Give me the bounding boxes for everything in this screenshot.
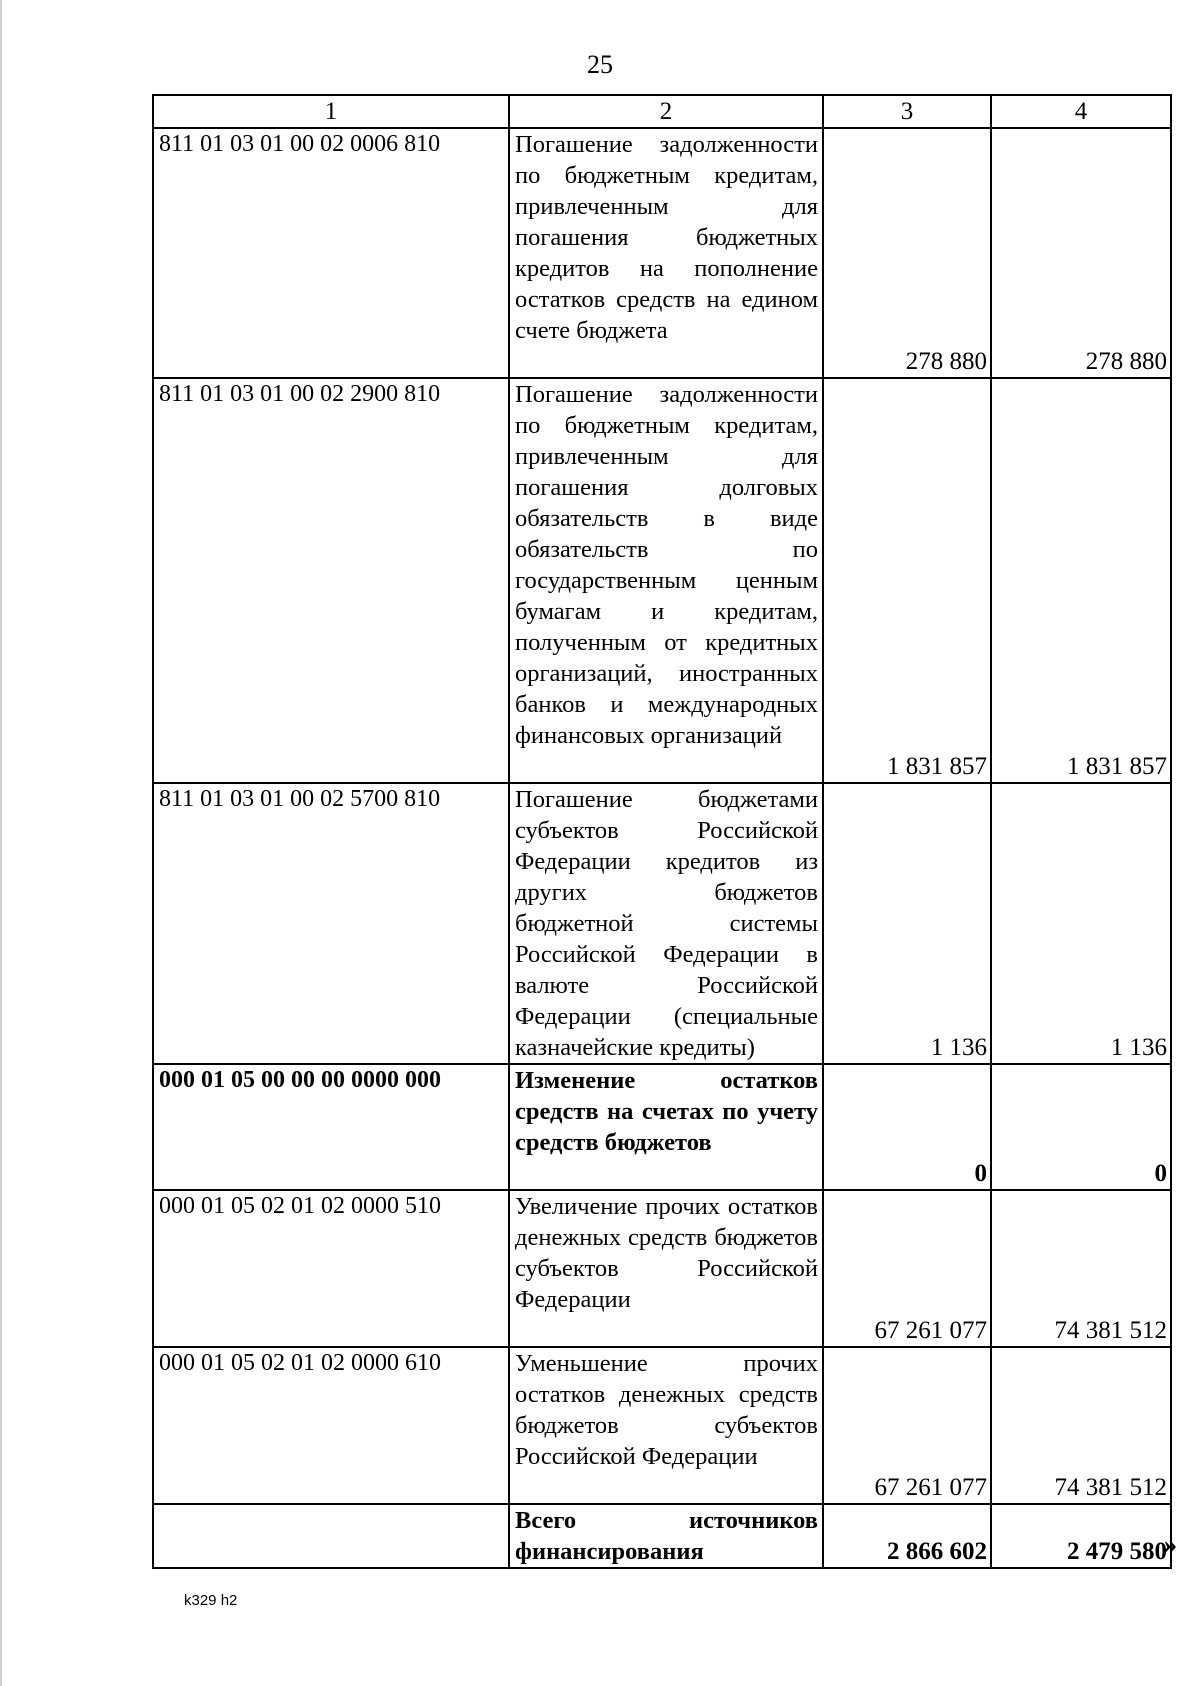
amount-col4: 74 381 512 — [991, 1190, 1171, 1347]
amount-col3: 1 831 857 — [823, 378, 991, 783]
table-row — [153, 1347, 1171, 1504]
document-footer-code: k329 h2 — [184, 1592, 238, 1609]
budget-sources-table — [152, 94, 1172, 1569]
column-header-2: 2 — [509, 95, 823, 128]
budget-code: 811 01 03 01 00 02 0006 810 — [153, 128, 509, 378]
amount-col4: 278 880 — [991, 128, 1171, 378]
table-header-row — [153, 95, 1171, 128]
row-description: Изменение остатков средств на счетах по учету средств бюджетов — [509, 1064, 823, 1190]
column-header-3: 3 — [823, 95, 991, 128]
table-row — [153, 1064, 1171, 1190]
table-row — [153, 783, 1171, 1064]
amount-col3: 0 — [823, 1064, 991, 1190]
page-number: 25 — [587, 50, 613, 79]
scan-edge-line — [0, 0, 2, 1686]
budget-code: 811 01 03 01 00 02 2900 810 — [153, 378, 509, 783]
amount-col4: 2 479 580 — [991, 1504, 1171, 1568]
budget-code — [153, 1504, 509, 1568]
budget-code: 000 01 05 02 01 02 0000 510 — [153, 1190, 509, 1347]
table-row — [153, 1190, 1171, 1347]
amount-col3: 1 136 — [823, 783, 991, 1064]
column-header-1: 1 — [153, 95, 509, 128]
row-description: Погашение задолженности по бюджетным кредитам, привлеченным для погашения бюджетных кредитов на пополнение остатков средств на едином счете бюджета — [509, 128, 823, 378]
budget-code: 000 01 05 02 01 02 0000 610 — [153, 1347, 509, 1504]
row-description: Погашение бюджетами субъектов Российской Федерации кредитов из других бюджетов бюджетной системы Российской Федерации в валюте Российской Федерации (специальные казначейские кредиты) — [509, 783, 823, 1064]
budget-code: 000 01 05 00 00 00 0000 000 — [153, 1064, 509, 1190]
total-row — [153, 1504, 1171, 1568]
row-description: Увеличение прочих остатков денежных средств бюджетов субъектов Российской Федерации — [509, 1190, 823, 1347]
amount-col4: 0 — [991, 1064, 1171, 1190]
amount-col3: 67 261 077 — [823, 1190, 991, 1347]
row-description: Уменьшение прочих остатков денежных средств бюджетов субъектов Российской Федерации — [509, 1347, 823, 1504]
closing-quote-mark: » — [1164, 1530, 1177, 1559]
row-description: Всего источников финансирования — [509, 1504, 823, 1568]
amount-col4: 1 831 857 — [991, 378, 1171, 783]
row-description: Погашение задолженности по бюджетным кредитам, привлеченным для погашения долговых обязательств в виде обязательств по государственным ценным бумагам и кредитам, полученным от кредитных организаций, иностранных банков и международных финансовых организаций — [509, 378, 823, 783]
column-header-4: 4 — [991, 95, 1171, 128]
amount-col3: 2 866 602 — [823, 1504, 991, 1568]
budget-code: 811 01 03 01 00 02 5700 810 — [153, 783, 509, 1064]
amount-col3: 278 880 — [823, 128, 991, 378]
amount-col4: 1 136 — [991, 783, 1171, 1064]
table-row — [153, 128, 1171, 378]
table-row — [153, 378, 1171, 783]
amount-col4: 74 381 512 — [991, 1347, 1171, 1504]
amount-col3: 67 261 077 — [823, 1347, 991, 1504]
